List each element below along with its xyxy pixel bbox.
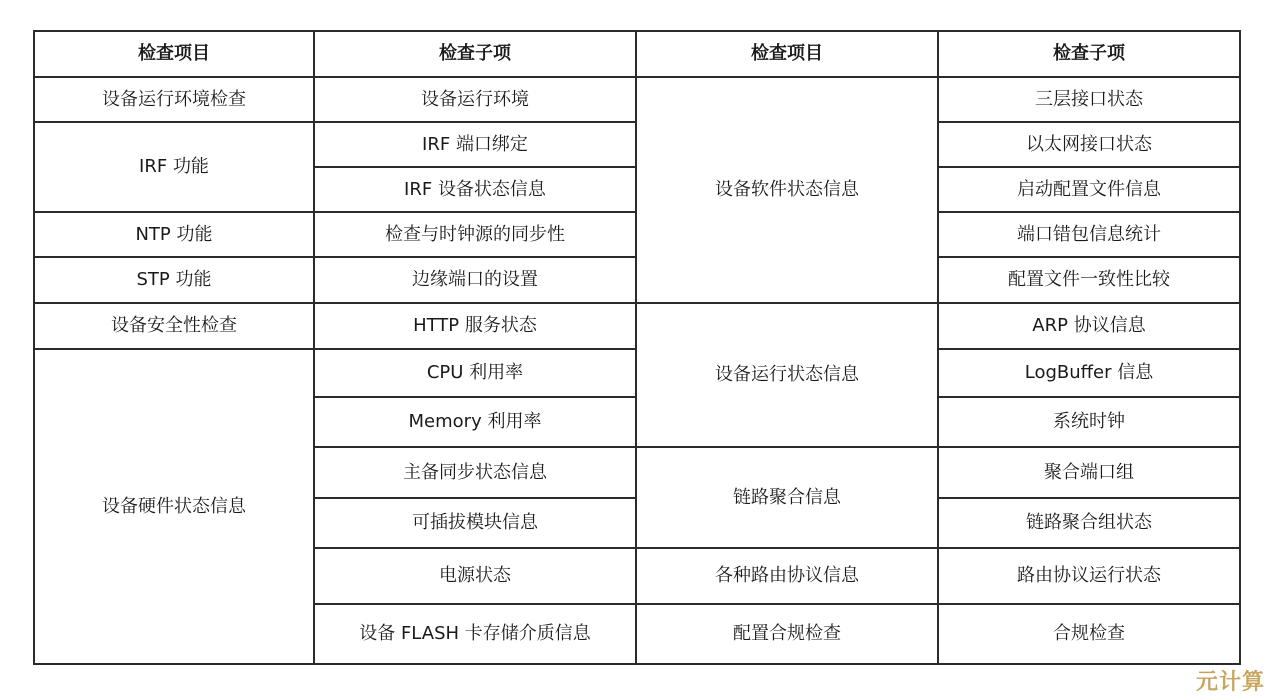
header-check-item-2: 检查项目 — [636, 31, 938, 77]
table-row — [34, 77, 1240, 122]
cell-routing-status: 路由协议运行状态 — [938, 548, 1240, 604]
cell-stp-function: STP 功能 — [34, 257, 314, 303]
cell-system-clock: 系统时钟 — [938, 397, 1240, 447]
cell-memory-usage: Memory 利用率 — [314, 397, 636, 447]
cell-http-service: HTTP 服务状态 — [314, 303, 636, 349]
cell-link-aggregation: 链路聚合信息 — [636, 447, 938, 548]
cell-env-check: 设备运行环境检查 — [34, 77, 314, 122]
cell-ntp-function: NTP 功能 — [34, 212, 314, 257]
cell-startup-config: 启动配置文件信息 — [938, 167, 1240, 212]
watermark-logo: 元计算 — [1195, 670, 1265, 695]
cell-logbuffer: LogBuffer 信息 — [938, 349, 1240, 397]
cell-master-sync: 主备同步状态信息 — [314, 447, 636, 498]
table-row — [34, 303, 1240, 349]
cell-pluggable-module: 可插拔模块信息 — [314, 498, 636, 548]
header-check-item-1: 检查项目 — [34, 31, 314, 77]
cell-env: 设备运行环境 — [314, 77, 636, 122]
cell-security-check: 设备安全性检查 — [34, 303, 314, 349]
cell-irf-status: IRF 设备状态信息 — [314, 167, 636, 212]
cell-edge-port: 边缘端口的设置 — [314, 257, 636, 303]
cell-error-packets: 端口错包信息统计 — [938, 212, 1240, 257]
cell-arp-info: ARP 协议信息 — [938, 303, 1240, 349]
cell-config-compliance: 配置合规检查 — [636, 604, 938, 664]
cell-ntp-sync: 检查与时钟源的同步性 — [314, 212, 636, 257]
cell-routing-protocols: 各种路由协议信息 — [636, 548, 938, 604]
cell-irf-function: IRF 功能 — [34, 122, 314, 212]
cell-cpu-usage: CPU 利用率 — [314, 349, 636, 397]
cell-software-status: 设备软件状态信息 — [636, 77, 938, 303]
cell-l3-interface: 三层接口状态 — [938, 77, 1240, 122]
cell-power-status: 电源状态 — [314, 548, 636, 604]
inspection-table — [33, 30, 1241, 665]
table-header-row — [34, 31, 1240, 77]
header-check-subitem-2: 检查子项 — [938, 31, 1240, 77]
cell-eth-interface: 以太网接口状态 — [938, 122, 1240, 167]
cell-flash-storage: 设备 FLASH 卡存储介质信息 — [314, 604, 636, 664]
cell-irf-port: IRF 端口绑定 — [314, 122, 636, 167]
cell-config-consistency: 配置文件一致性比较 — [938, 257, 1240, 303]
header-check-subitem-1: 检查子项 — [314, 31, 636, 77]
cell-lag-status: 链路聚合组状态 — [938, 498, 1240, 548]
cell-compliance-check: 合规检查 — [938, 604, 1240, 664]
cell-lag-group: 聚合端口组 — [938, 447, 1240, 498]
cell-running-status: 设备运行状态信息 — [636, 303, 938, 447]
cell-hardware-status: 设备硬件状态信息 — [34, 349, 314, 664]
